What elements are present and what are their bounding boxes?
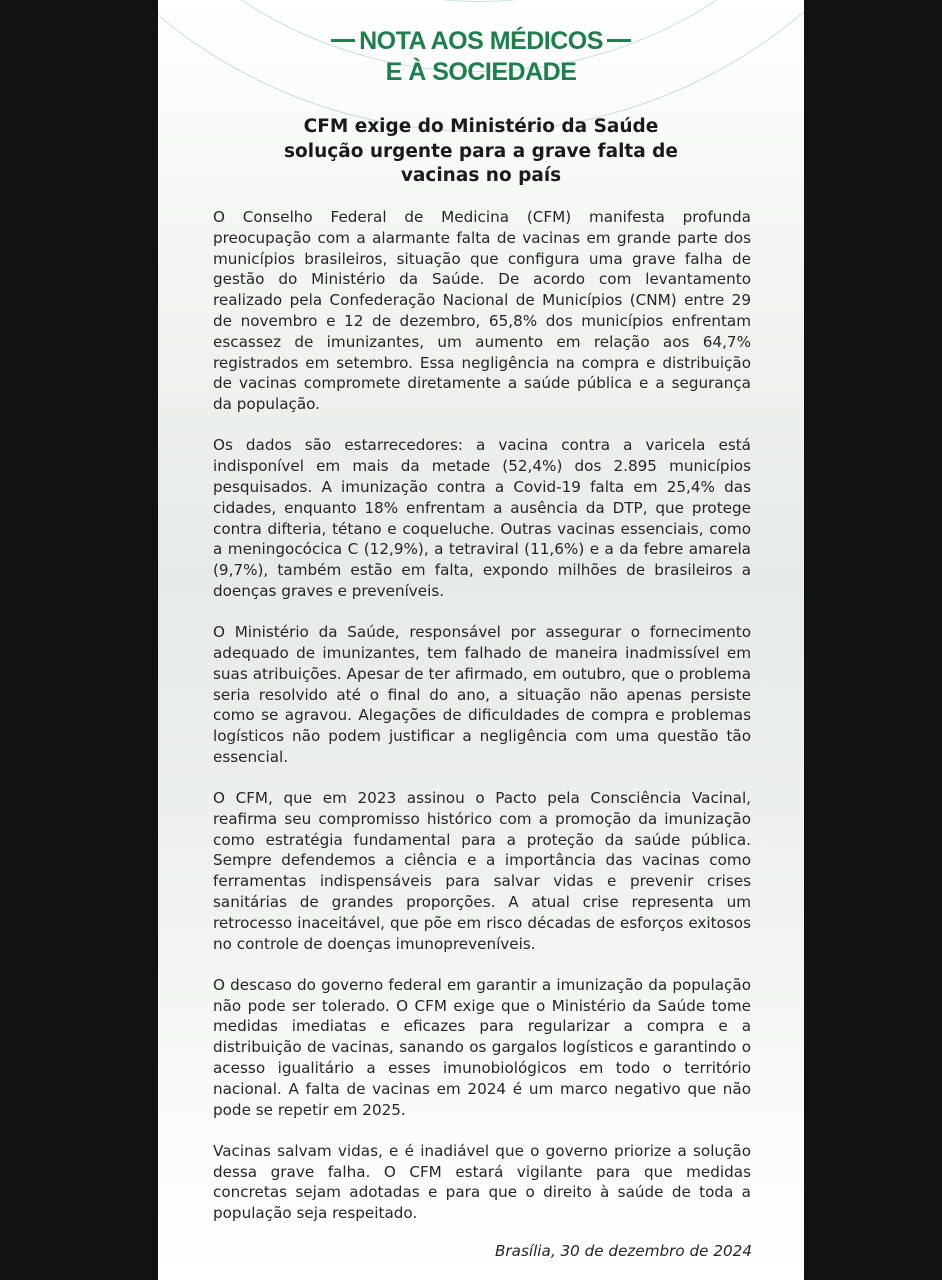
header-title-line-2: E À SOCIEDADE xyxy=(385,58,577,86)
headline-line-2: solução urgente para a grave falta de xyxy=(284,140,678,162)
paragraph: O CFM, que em 2023 assinou o Pacto pela Consciência Vacinal, reafirma seu compromisso histórico com a promoção da imunização como estratégia fundamental para a proteção da saúde pública. Sempre defendemos a ciência e a importância das vacinas como ferramentas indispensáveis para salvar vidas e prevenir crises sanitárias de grandes proporções. A atual crise representa um retrocesso inaceitável, que põe em risco décadas de esforços exitosos no controle de doenças imunopreveníveis. xyxy=(213,789,751,953)
paragraph: Os dados são estarrecedores: a vacina contra a varicela está indisponível em mais da metade (52,4%) dos 2.895 municípios pesquisados. A imunização contra a Covid-19 falta em 25,4% das cidades, enquanto 18% enfrentam a ausência da DTP, que protege contra difteria, tétano e coqueluche. Outras vacinas essenciais, como a meningocócica C (12,9%), a tetraviral (11,6%) e a da febre amarela (9,7%), também estão em falta, expondo milhões de brasileiros a doenças graves e preveníveis. xyxy=(213,436,751,600)
header-title-line-1 xyxy=(158,26,804,57)
document-header xyxy=(158,26,804,88)
header-title-text-1: NOTA AOS MÉDICOS xyxy=(359,27,603,55)
document-page xyxy=(158,0,804,1280)
body-text xyxy=(213,207,751,1244)
paragraph: Vacinas salvam vidas, e é inadiável que o governo priorize a solução dessa grave falha. O CFM estará vigilante para que medidas concretas sejam adotadas e para que o direito à saúde de toda a população seja respeitado. xyxy=(213,1141,751,1223)
paragraph: O descaso do governo federal em garantir a imunização da população não pode ser tolerado. O CFM exige que o Ministério da Saúde tome medidas imediatas e eficazes para regularizar a compra e a distribuição de vacinas, sanando os gargalos logísticos e garantindo o acesso igualitário a esses imunobiológicos em todo o território nacional. A falta de vacinas em 2024 é um marco negativo que não pode se repetir em 2025. xyxy=(213,975,751,1119)
headline-line-3: vacinas no país xyxy=(400,165,562,186)
headline xyxy=(238,115,724,189)
paragraph: O Conselho Federal de Medicina (CFM) manifesta profunda preocupação com a alarmante falta de vacinas em grande parte dos municípios brasileiros, situação que configura uma grave falha de gestão do Ministério da Saúde. De acordo com levantamento realizado pela Confederação Nacional de Municípios (CNM) entre 29 de novembro e 12 de dezembro, 65,8% dos municípios enfrentam escassez de imunizantes, um aumento em relação aos 64,7% registrados em setembro. Essa negligência na compra e distribuição de vacinas compromete diretamente a saúde pública e a segurança da população. xyxy=(213,208,751,414)
paragraph: O Ministério da Saúde, responsável por assegurar o fornecimento adequado de imunizantes, tem falhado de maneira inadmissível em suas atribuições. Apesar de ter afirmado, em outubro, que o problema seria resolvido até o final do ano, a situação não apenas persiste como se agravou. Alegações de dificuldades de compra e problemas logísticos não podem justificar a negligência com uma questão tão essencial. xyxy=(213,623,751,766)
dash-decoration xyxy=(607,39,631,42)
signoff-place-date: Brasília, 30 de dezembro de 2024 xyxy=(494,1242,752,1260)
dash-decoration xyxy=(331,39,355,42)
headline-line-1: CFM exige do Ministério da Saúde xyxy=(303,116,659,137)
